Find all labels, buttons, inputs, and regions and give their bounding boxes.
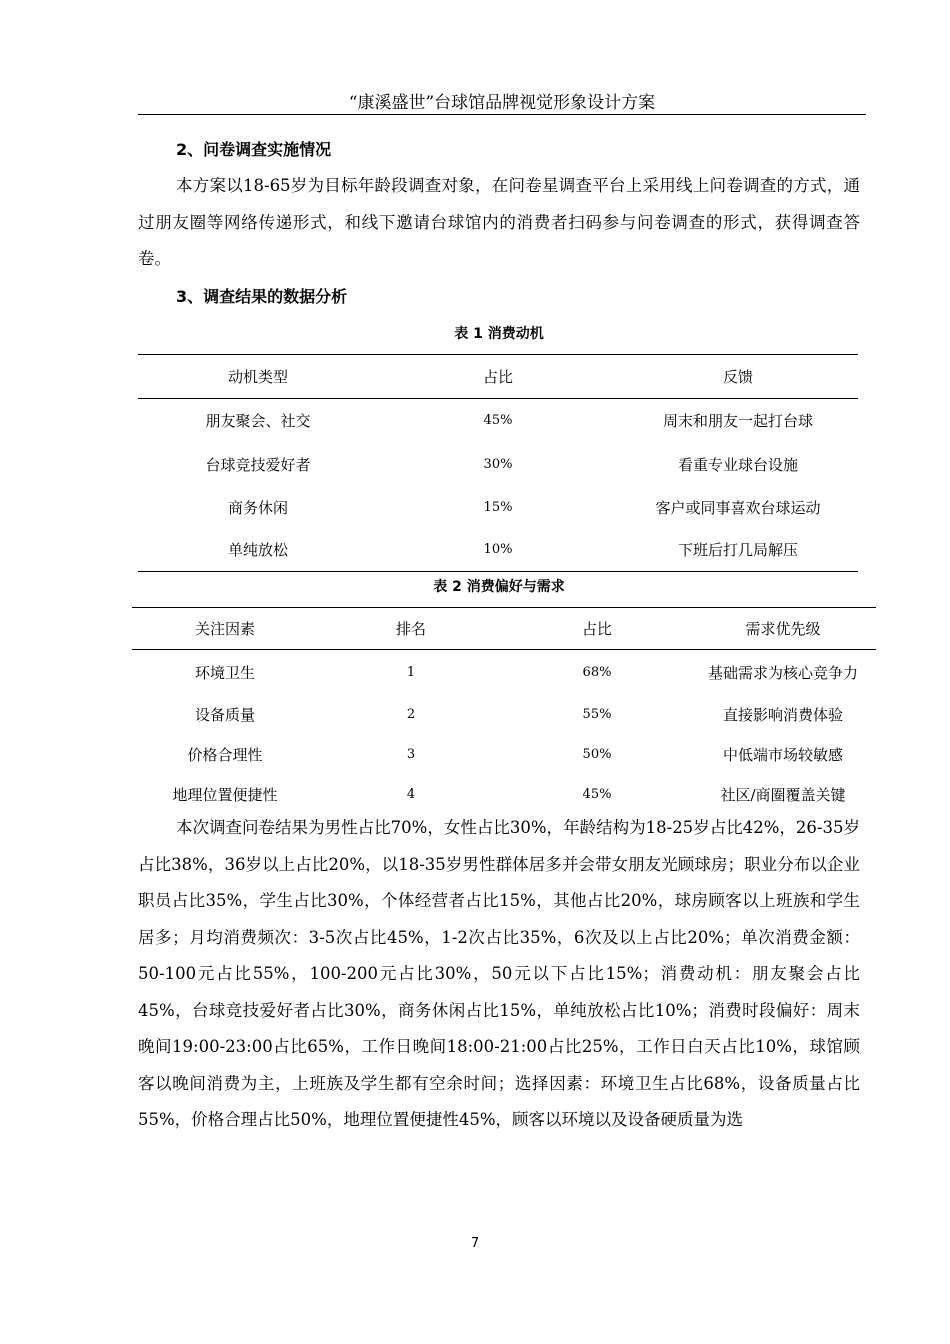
table-row: [132, 695, 876, 735]
table-row: [138, 443, 858, 486]
table-cell: 商务休闲: [227, 498, 288, 517]
table-cell: 价格合理性: [187, 746, 263, 764]
table-cell: 单纯放松: [227, 541, 288, 560]
table-cell: 30%: [483, 456, 513, 472]
table-1-header-row: [138, 355, 858, 399]
table-cell: 45%: [582, 787, 612, 802]
table-cell: 4: [406, 787, 416, 802]
results-paragraph: 本次调查问卷结果为男性占比70%，女性占比30%，年龄结构为18-25岁占比42%，26-35岁占比38%，36岁以上占比20%，以18-35岁男性群体居多并会带女朋友光顾球房；职业分布以企业职员占比35%，学生占比30%，个体经营者占比15%，其他占比20%，球房顾客以上班族和学生居多；月均消费频次：3-5次占比45%，1-2次占比35%，6次及以上占比20%；单次消费金额：50-100元占比55%，100-200元占比30%，50元以下占比15%；消费动机：朋友聚会占比45%，台球竞技爱好者占比30%，商务休闲占比15%，单纯放松占比10%；消费时段偏好：周末晚间19:00-23:00占比65%，工作日晚间18:00-21:00占比25%，工作日白天占比10%，球馆顾客以晚间消费为主，上班族及学生都有空余时间；选择因素：环境卫生占比68%，设备质量占比55%，价格合理占比50%，地理位置便捷性45%，顾客以环境以及设备硬质量为选: [138, 818, 860, 1129]
table-1: [138, 354, 858, 572]
table-row: [132, 735, 876, 775]
table-cell: 直接影响消费体验: [722, 706, 843, 724]
table-2-header-cell: 占比: [581, 620, 612, 638]
table-row: [132, 650, 876, 695]
section-3-heading: 3、调查结果的数据分析: [176, 287, 348, 306]
table-2-header-cell: 排名: [395, 620, 426, 638]
table-2: [132, 607, 876, 815]
table-cell: 设备质量: [194, 706, 255, 724]
table-1-caption: 表 1 消费动机: [454, 326, 544, 342]
table-1-header-cell: 占比: [482, 368, 513, 386]
table-cell: 2: [406, 707, 416, 722]
table-cell: 15%: [483, 499, 513, 515]
header-divider: [138, 114, 866, 115]
table-1-header-cell: 反馈: [722, 368, 753, 386]
section-2-paragraph: 本方案以18-65岁为目标年龄段调查对象，在问卷星调查平台上采用线上问卷调查的方式，通过朋友圈等网络传递形式，和线下邀请台球馆内的消费者扫码参与问卷调查的形式，获得调查答卷。: [138, 176, 860, 268]
table-2-header-cell: 关注因素: [194, 620, 255, 638]
table-2-caption: 表 2 消费偏好与需求: [433, 579, 565, 595]
table-2-header-cell: 需求优先级: [745, 620, 821, 638]
table-cell: 45%: [483, 413, 513, 429]
table-cell: 基础需求为核心竞争力: [707, 663, 858, 682]
table-row: [138, 529, 858, 572]
table-cell: 10%: [483, 542, 513, 558]
table-2-header-row: [132, 608, 876, 650]
table-1-header-cell: 动机类型: [227, 368, 288, 386]
table-cell: 中低端市场较敏感: [722, 746, 843, 764]
table-cell: 3: [406, 747, 416, 762]
section-2-heading: 2、问卷调查实施情况: [176, 140, 332, 159]
table-cell: 地理位置便捷性: [172, 786, 278, 804]
table-cell: 看重专业球台设施: [677, 455, 798, 474]
table-cell: 1: [406, 664, 416, 680]
table-row: [138, 399, 858, 443]
table-row: [138, 486, 858, 529]
table-cell: 台球竞技爱好者: [205, 455, 311, 474]
table-cell: 50%: [582, 747, 612, 762]
table-cell: 环境卫生: [194, 663, 255, 682]
table-cell: 周末和朋友一起打台球: [662, 412, 813, 431]
table-row: [132, 775, 876, 815]
page-number: 7: [470, 1236, 480, 1251]
table-cell: 下班后打几局解压: [677, 541, 798, 560]
table-cell: 朋友聚会、社交: [205, 412, 311, 431]
table-cell: 社区/商圈覆盖关键: [720, 786, 846, 804]
table-cell: 68%: [582, 664, 612, 680]
page-header-title: “康溪盛世”台球馆品牌视觉形象设计方案: [348, 93, 656, 113]
table-cell: 55%: [582, 707, 612, 722]
table-cell: 客户或同事喜欢台球运动: [655, 498, 821, 517]
